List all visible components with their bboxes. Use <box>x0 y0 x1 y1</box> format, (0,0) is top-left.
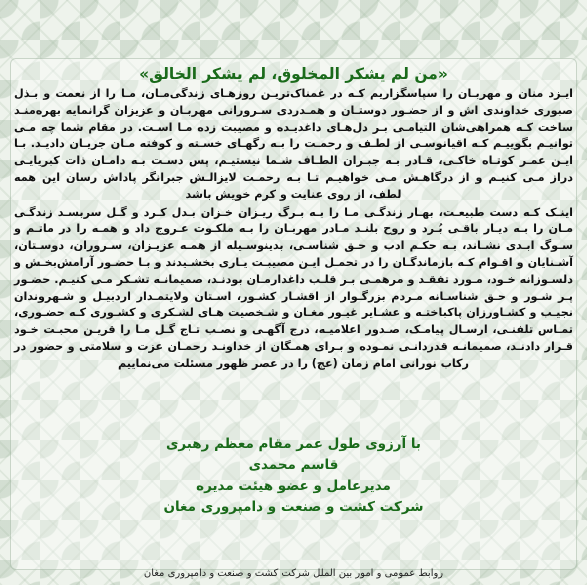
signature-wish: با آرزوی طول عمر مقام معظم رهبری <box>165 436 421 452</box>
body-paragraph-1: ایـزد منان و مهربـان را سپاسگزاریم کـه در غمناک‌تریـن روزهـای زندگی‌مـان، مـا را از نعمت و بـذل صبوری خداوندی اش و از حضـور دوستـان و همـدردی سـرورانی مهربـان و عزیزان گرانمایه بهره‌منـد ساخت کـه همراهی‌شان التیامـی بـر دل‌هـای داغدیـده و مصیبت زده مـا اسـت. در مقام شما چه مـی توانیـم بگوییـم کـه اقیانوسـی از لطـف و رحمـت را بـه رگهـای خسـته و کوفته مـان جریـان دادیـد. بـا ایـن عمـر کوتـاه خاکـی، قـادر بـه جبـران الطـاف شـما نیستیـم، پس دسـت بـه دامـان ذات کبریایـی دراز مـی کنیـم و از درگاهـش مـی خواهیـم تـا بـه رحمـت لایزالـش جبرانگر پاداش رسان این همه لطف، از روی عنایت و کرم خویش باشد <box>14 87 573 201</box>
footer-credit: روابط عمومی و امور بین الملل شرکت کشت و صنعت و دامپروری مغان <box>143 568 444 579</box>
header-title: «من لم یشکر المخلوق، لم یشکر الخالق» <box>139 65 448 83</box>
signature-block <box>100 434 487 518</box>
signature-company: شرکت کشت و صنعت و دامپروری مغان <box>163 499 424 515</box>
body-text <box>14 86 573 373</box>
body-paragraph-2: اینـک کـه دست طبیعـت، بهـار زندگـی مـا را بـه بـرگ ریـزان خـزان بـدل کـرد و گـل سربسـد زندگـی مـان را بـه دیـار باقـی بُـرد و روح بلنـد مـادر مهربـان را بـه ملکـوت عـروج داد و همـه را در ماتـم و سـوگ ابـدی نشـاند، بـه حکـم ادب و حـق شناسـی، بدینوسـیله از همـه عزیـزان، سـروران، دوسـتان، آشـنایان و اقـوام کـه بازماندگـان را در تحمـل ایـن مصیبـت یـاری بخشـیدند و بـا حضـور آرامش‌بخـش و دلسـوزانه خـود، مـورد تفقـد و مرهمـی بـر قلـب داغدارمـان بودنـد، صمیمانـه تشـکر مـی کنیـم. حضـور پـر شـور و حـق شناسـانه مـردم بزرگـوار از اقشـار کشـور، اسـتان ولایتمـدار اردبیـل و شـهروندان نجیـب و کشـاورزان پاکباختـه و عشـایر غیـور مغـان و شـخصیت هـای لشـکری و کشـوری کـه حضـوری، تمـاس تلفنـی، ارسـال پیامـک، صـدور اعلامیـه، درج آگهـی و نصـب تـاج گـل مـا را قریـن محبـت خـود قـرار دادنـد، صمیمانـه قدردانـی نمـوده و بـرای همـگان از خداونـد رحمـان عزت و سلامتی و حضور در رکاب نورانی امام زمان (عج) را در عصر ظهور مسئلت می‌نماییم <box>14 205 573 370</box>
signature-position: مدیرعامل و عضو هیئت مدیره <box>196 478 391 494</box>
signature-name: قاسم محمدی <box>248 457 339 473</box>
